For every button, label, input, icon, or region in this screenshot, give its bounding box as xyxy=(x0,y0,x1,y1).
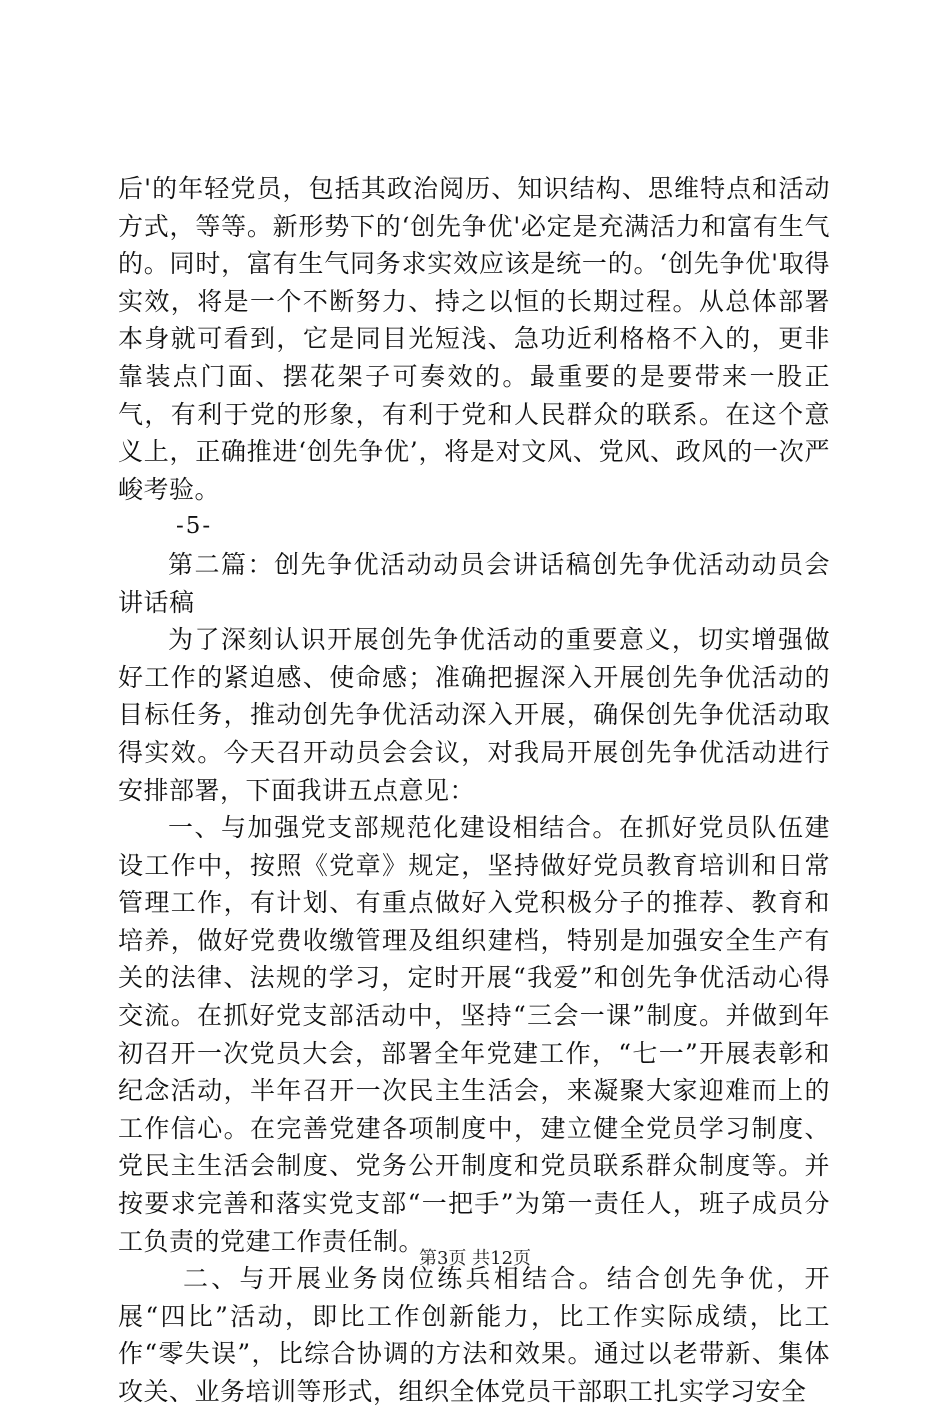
document-body xyxy=(118,170,830,1411)
paragraph-continuation: 后'的年轻党员，包括其政治阅历、知识结构、思维特点和活动方式，等等。新形势下的‘创先争优'必定是充满活力和富有生气的。同时，富有生气同务求实效应该是统一的。‘创先争优'取得实效，将是一个不断努力、持之以恒的长期过程。从总体部署本身就可看到，它是同目光短浅、急功近利格格不入的，更非靠装点门面、摆花架子可奏效的。最重要的是要带来一股正气，有利于党的形象，有利于党和人民群众的联系。在这个意义上，正确推进‘创先争优’，将是对文风、党风、政风的一次严峻考验。 xyxy=(118,174,830,504)
paragraph-intro: 为了深刻认识开展创先争优活动的重要意义，切实增强做好工作的紧迫感、使命感；准确把握深入开展创先争优活动的目标任务，推动创先争优活动深入开展，确保创先争优活动取得实效。今天召开动员会会议，对我局开展创先争优活动进行安排部署，下面我讲五点意见： xyxy=(118,625,830,805)
page-number-marker: -5- xyxy=(176,513,213,540)
paragraph-point-one: 一、与加强党支部规范化建设相结合。在抓好党员队伍建设工作中，按照《党章》规定，坚持做好党员教育培训和日常管理工作，有计划、有重点做好入党积极分子的推荐、教育和培养，做好党费收缴管理及组织建档，特别是加强安全生产有关的法律、法规的学习，定时开展“我爱”和创先争优活动心得交流。在抓好党支部活动中，坚持“三会一课”制度。并做到年初召开一次党员大会，部署全年党建工作，“七一”开展表彰和纪念活动，半年召开一次民主生活会，来凝聚大家迎难而上的工作信心。在完善党建各项制度中，建立健全党员学习制度、党民主生活会制度、党务公开制度和党员联系群众制度等。并按要求完善和落实党支部“一把手”为第一责任人，班子成员分工负责的党建工作责任制。 xyxy=(118,813,830,1256)
page-footer: 第3页 共12页 xyxy=(418,1248,532,1269)
paragraph-point-two: 二、与开展业务岗位练兵相结合。结合创先争优，开展“四比”活动，即比工作创新能力，比工作实际成绩，比工作“零失误”，比综合协调的方法和效果。通过以老带新、集体攻关、业务培训等形式，组织全体党员干部职工扎实学习安全 xyxy=(118,1264,830,1406)
section-heading: 第二篇：创先争优活动动员会讲话稿创先争优活动动员会讲话稿 xyxy=(118,549,830,617)
